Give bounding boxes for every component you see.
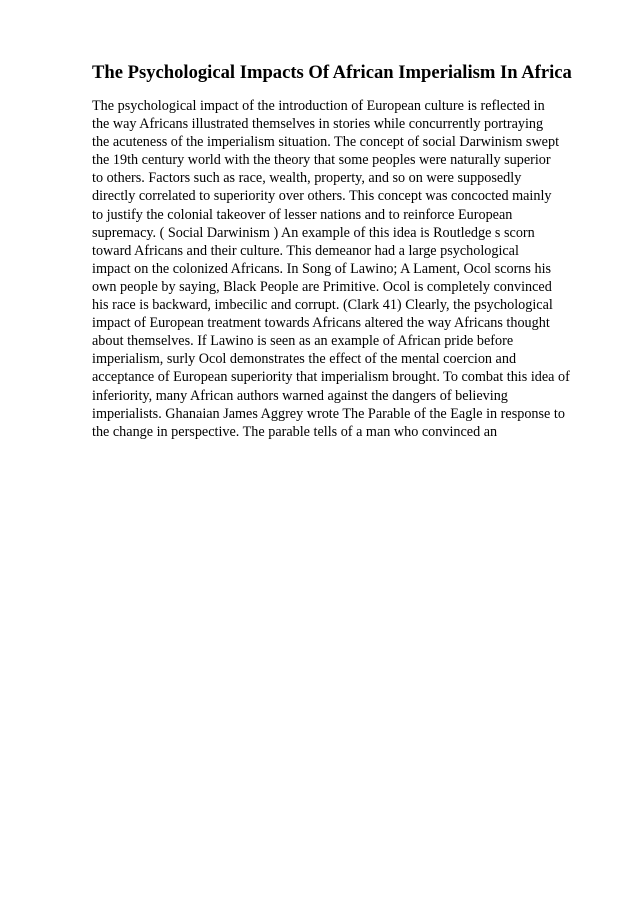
body-line: imperialism, surly Ocol demonstrates the effect of the mental coercion and [92, 351, 517, 368]
document-body [92, 97, 570, 441]
body-line: own people by saying, Black People are Primitive. Ocol is completely convinced [92, 278, 552, 295]
body-line: The psychological impact of the introduction of European culture is reflected in [92, 98, 545, 114]
body-line: the change in perspective. The parable tells of a man who convinced an [92, 423, 498, 440]
body-line: directly correlated to superiority over others. This concept was concocted mainly [92, 188, 552, 205]
body-line: inferiority, many African authors warned against the dangers of believing [92, 387, 508, 404]
body-line: to justify the colonial takeover of lesser nations and to reinforce European [92, 206, 513, 223]
body-line: impact of European treatment towards Africans altered the way Africans thought [92, 315, 550, 332]
body-line: to others. Factors such as race, wealth, property, and so on were supposedly [92, 170, 522, 187]
body-line: acceptance of European superiority that imperialism brought. To combat this idea of [92, 369, 570, 386]
body-line: supremacy. ( Social Darwinism ) An example of this idea is Routledge s scorn [92, 224, 535, 241]
body-line: toward Africans and their culture. This demeanor had a large psychological [92, 242, 519, 259]
body-line: the acuteness of the imperialism situation. The concept of social Darwinism swept [92, 134, 560, 151]
body-line: imperialists. Ghanaian James Aggrey wrote The Parable of the Eagle in response to [92, 405, 565, 422]
body-line: the way Africans illustrated themselves in stories while concurrently portraying [92, 116, 544, 133]
body-line: impact on the colonized Africans. In Song of Lawino; A Lament, Ocol scorns his [92, 260, 552, 277]
document-title: The Psychological Impacts Of African Imperialism In Africa [92, 62, 572, 83]
body-line: about themselves. If Lawino is seen as an example of African pride before [92, 333, 514, 350]
body-line: his race is backward, imbecilic and corrupt. (Clark 41) Clearly, the psychological [92, 297, 553, 314]
body-line: the 19th century world with the theory that some peoples were naturally superior [92, 152, 551, 169]
